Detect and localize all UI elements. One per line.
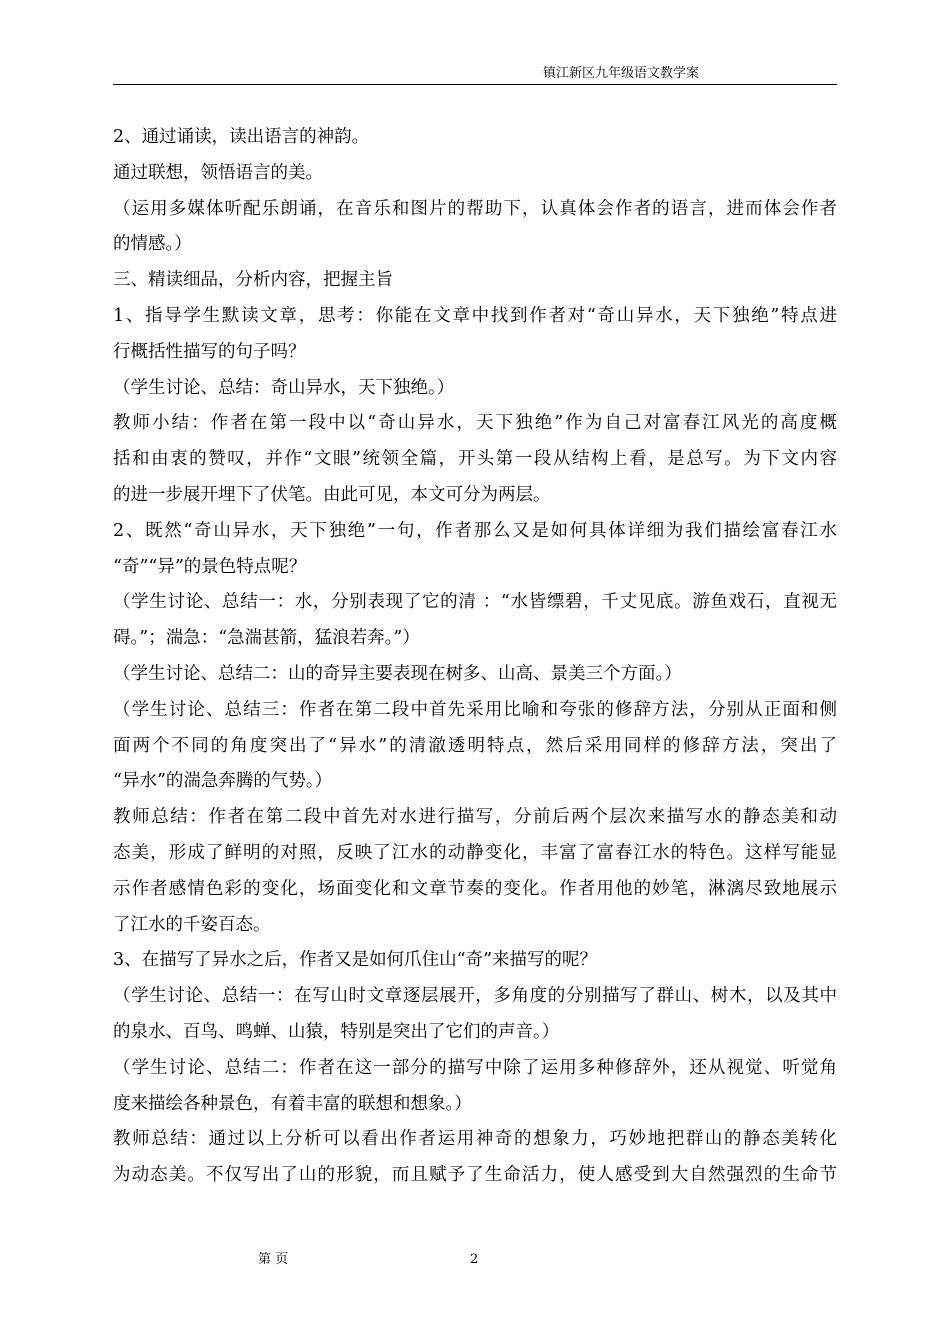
text-line: 了江水的千姿百态。	[113, 914, 271, 935]
text-line: 3、在描写了异水之后，作者又是如何爪住山“奇”来描写的呢？	[113, 950, 598, 971]
text-line: 教师小结：作者在第一段中以“奇山异水，天下独绝”作为自己对富春江风光的高度概	[113, 413, 837, 434]
text-line: （学生讨论、总结：奇山异水，天下独绝。）	[113, 377, 455, 398]
text-line: 教师总结：通过以上分析可以看出作者运用神奇的想象力，巧妙地把群山的静态美转化	[113, 1129, 837, 1150]
page-header	[113, 64, 837, 85]
text-line: （运用多媒体听配乐朗诵，在音乐和图片的帮助下，认真体会作者的语言，进而体会作者	[113, 198, 837, 219]
text-line: “奇”“异”的景色特点呢？	[113, 556, 307, 577]
text-line: 行概括性描写的句子吗？	[113, 341, 306, 362]
document-body	[113, 120, 837, 1194]
text-line: 通过联想，领悟语言的美。	[113, 162, 323, 183]
footer-page-number: 2	[470, 1252, 479, 1267]
footer-page-label: 第 页	[258, 1252, 289, 1267]
text-line: 态美，形成了鲜明的对照，反映了江水的动静变化，丰富了富春江水的特色。这样写能显	[113, 842, 837, 863]
text-line: （学生讨论、总结二：山的奇异主要表现在树多、山高、景美三个方面。）	[113, 663, 682, 684]
text-line: 的泉水、百鸟、鸣蝉、山猿，特别是突出了它们的声音。）	[113, 1021, 560, 1042]
text-line: 2、既然“奇山异水，天下独绝”一句，作者那么又是如何具体详细为我们描绘富春江水	[113, 520, 837, 541]
text-line: （学生讨论、总结一：水，分别表现了它的清 ：“水皆缥碧，千丈见底。游鱼戏石，直视无	[113, 592, 837, 613]
text-line: 1、指导学生默读文章，思考：你能在文章中找到作者对“奇山异水，天下独绝”特点进	[113, 305, 837, 326]
text-line: （学生讨论、总结一：在写山时文章逐层展开，多角度的分别描写了群山、树木，以及其中	[113, 986, 837, 1007]
text-line: 为动态美。不仅写出了山的形貌，而且赋予了生命活力，使人感受到大自然强烈的生命节	[113, 1165, 837, 1186]
header-title: 镇江新区九年级语文教学案	[542, 66, 699, 81]
text-line: 度来描绘各种景色，有着丰富的联想和想象。）	[113, 1093, 472, 1114]
text-line: 三、精读细品，分析内容，把握主旨	[113, 270, 393, 291]
text-line: 示作者感情色彩的变化，场面变化和文章节奏的变化。作者用他的妙笔，淋漓尽致地展示	[113, 878, 837, 899]
text-line: “异水”的湍急奔腾的气势。）	[113, 771, 333, 792]
text-line: 2、通过诵读，读出语言的神韵。	[113, 127, 370, 147]
text-line: 碍。”；湍急：“急湍甚箭，猛浪若奔。”）	[113, 628, 420, 649]
text-line: （学生讨论、总结三：作者在第二段中首先采用比喻和夸张的修辞方法，分别从正面和侧	[113, 699, 837, 720]
text-line: 的情感。）	[113, 234, 192, 255]
text-line: 括和由衷的赞叹，并作“文眼”统领全篇，开头第一段从结构上看，是总写。为下文内容	[113, 449, 837, 470]
text-line: 面两个不同的角度突出了“异水”的清澈透明特点，然后采用同样的修辞方法，突出了	[113, 735, 837, 756]
text-line: 教师总结：作者在第二段中首先对水进行描写，分前后两个层次来描写水的静态美和动	[113, 807, 837, 828]
text-line: （学生讨论、总结二：作者在这一部分的描写中除了运用多种修辞外，还从视觉、听觉角	[113, 1057, 837, 1078]
text-line: 的进一步展开埋下了伏笔。由此可见，本文可分为两层。	[113, 484, 551, 505]
